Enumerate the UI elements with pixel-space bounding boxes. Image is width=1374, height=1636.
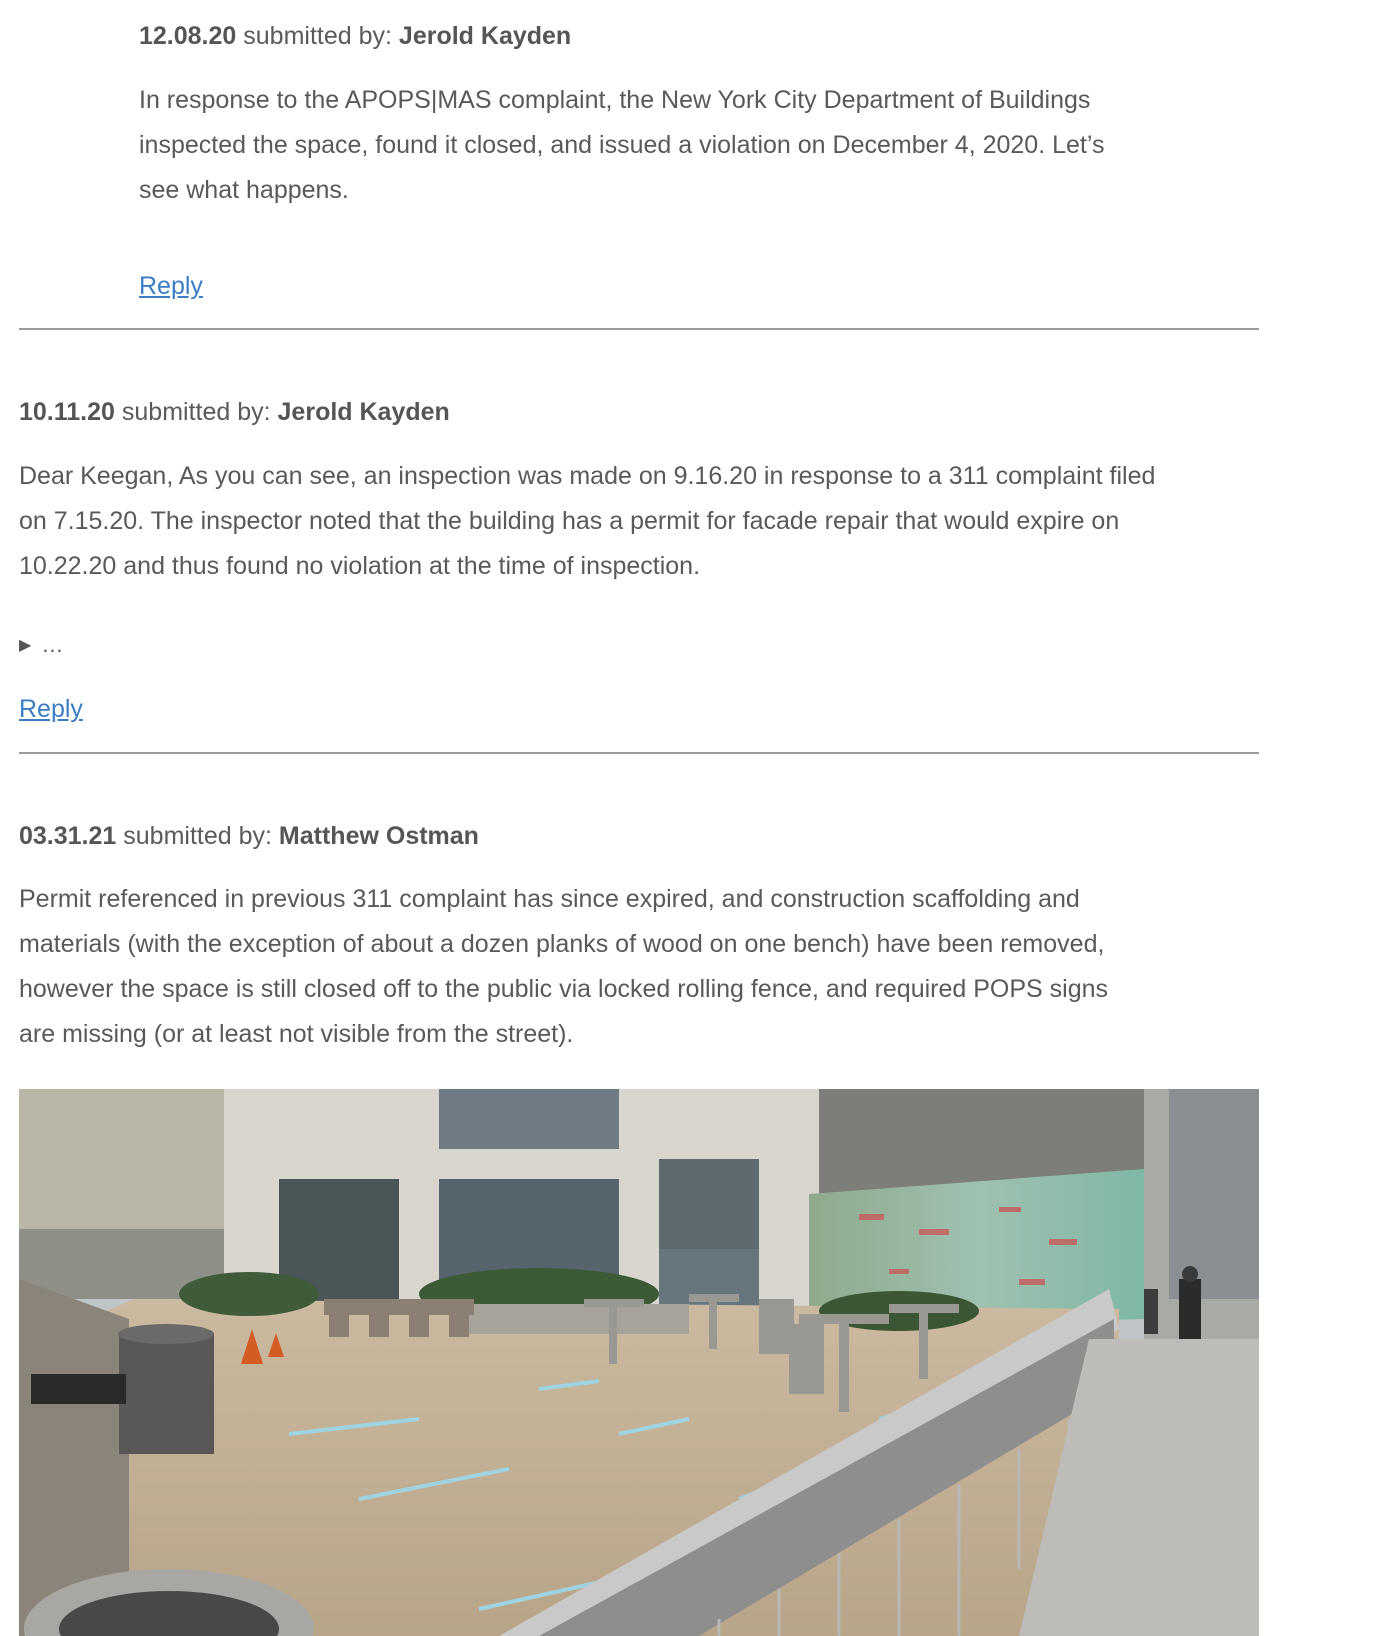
comment-body <box>139 78 1259 213</box>
comment-text-line: Dear Keegan, As you can see, an inspection was made on 9.16.20 in response to a 311 complaint filed <box>19 462 1156 490</box>
details-summary: … <box>41 632 64 657</box>
reply-link[interactable]: Reply <box>19 695 83 723</box>
comment-author: Matthew Ostman <box>278 822 479 850</box>
submitted-by-label: submitted by: <box>121 398 271 426</box>
reply-link[interactable]: Reply <box>139 272 203 300</box>
comment-author: Jerold Kayden <box>398 22 572 50</box>
comment-date: 12.08.20 <box>139 22 237 50</box>
comment-text-line: materials (with the exception of about a dozen planks of wood on one bench) have been removed, <box>19 930 1105 958</box>
details-toggle[interactable] <box>19 630 63 661</box>
comment-body <box>19 877 1259 1057</box>
comment-text-line: on 7.15.20. The inspector noted that the building has a permit for facade repair that would expire on <box>19 507 1120 535</box>
comment-item <box>19 820 1259 852</box>
comment-text-line: 10.22.20 and thus found no violation at the time of inspection. <box>19 552 701 580</box>
disclosure-triangle-icon: ▶ <box>19 637 32 654</box>
submitted-by-label: submitted by: <box>243 22 392 50</box>
comment-meta <box>19 396 1259 428</box>
comment-text-line: inspected the space, found it closed, and issued a violation on December 4, 2020. Let’s <box>139 131 1105 159</box>
comment-divider <box>19 328 1259 330</box>
comment-meta <box>19 820 1259 852</box>
comment-photo[interactable] <box>19 1089 1259 1636</box>
comment-actions <box>19 693 1259 725</box>
comment-text-line: are missing (or at least not visible from the street). <box>19 1020 574 1048</box>
comment-text-line: Permit referenced in previous 311 complaint has since expired, and construction scaffolding and <box>19 885 1080 913</box>
comment-divider <box>19 752 1259 754</box>
plaza-photo-illustration <box>19 1089 1259 1636</box>
comment-author: Jerold Kayden <box>277 398 450 426</box>
comment-date: 03.31.21 <box>19 822 117 850</box>
submitted-by-label: submitted by: <box>123 822 272 850</box>
comment-item <box>19 396 1259 428</box>
comment-meta <box>139 20 1259 52</box>
comment-text-line: however the space is still closed off to the public via locked rolling fence, and required POPS signs <box>19 975 1109 1003</box>
comment-date: 10.11.20 <box>19 398 115 426</box>
comment-item <box>139 20 1259 52</box>
comment-actions <box>139 270 1259 302</box>
comment-body <box>19 454 1259 589</box>
comment-text-line: see what happens. <box>139 176 349 204</box>
comment-text-line: In response to the APOPS|MAS complaint, the New York City Department of Buildings <box>139 86 1091 114</box>
